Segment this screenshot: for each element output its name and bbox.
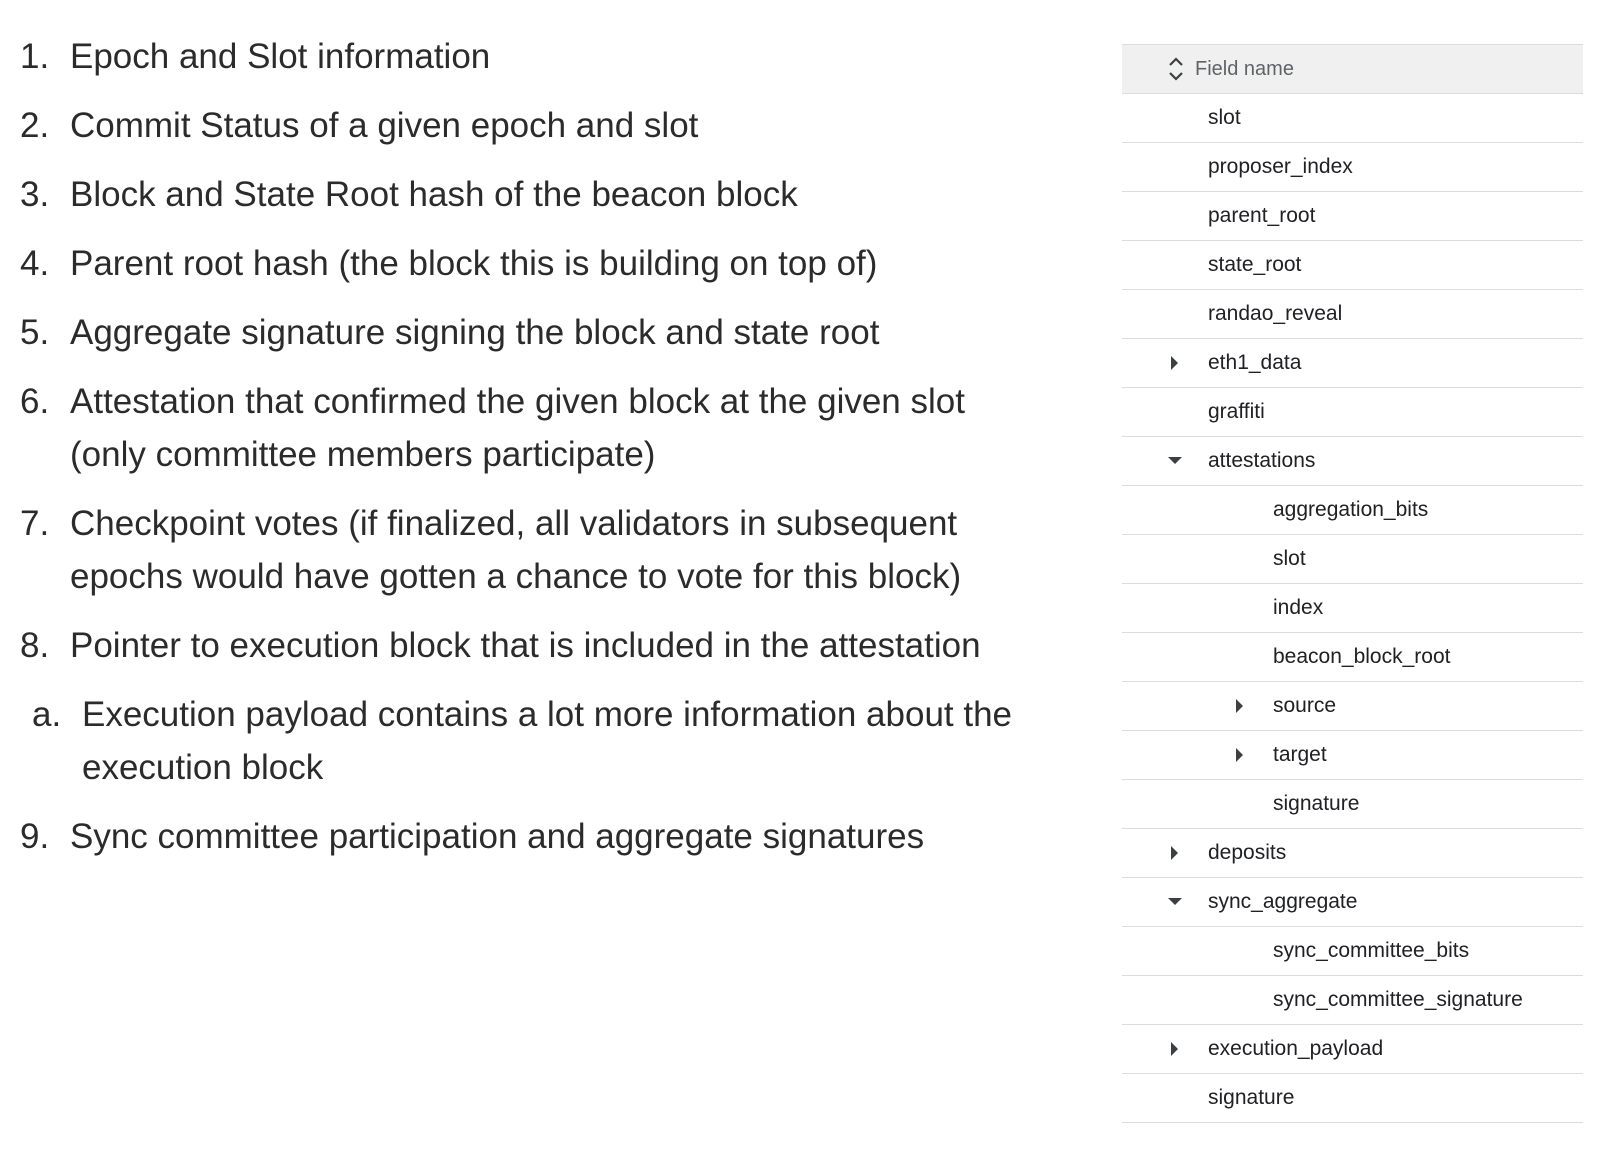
schema-row[interactable] bbox=[1122, 878, 1583, 927]
schema-row bbox=[1122, 388, 1583, 437]
field-name-header[interactable] bbox=[1122, 45, 1583, 94]
field-name: index bbox=[1273, 596, 1324, 619]
caret-right-icon[interactable] bbox=[1232, 747, 1248, 763]
field-name: proposer_index bbox=[1208, 155, 1353, 178]
note-item bbox=[20, 30, 1020, 83]
field-name-header-label: Field name bbox=[1195, 58, 1294, 80]
note-text: Parent root hash (the block this is building on top of) bbox=[70, 244, 878, 283]
schema-row[interactable] bbox=[1122, 1025, 1583, 1074]
field-name: beacon_block_root bbox=[1273, 645, 1451, 668]
schema-row bbox=[1122, 486, 1583, 535]
note-number: 4. bbox=[20, 244, 50, 283]
note-number: 2. bbox=[20, 106, 50, 145]
schema-field-table bbox=[1122, 44, 1583, 1123]
sort-icon[interactable] bbox=[1167, 56, 1185, 82]
note-subitem-letter: a. bbox=[32, 695, 62, 734]
note-text: Checkpoint votes (if finalized, all validators in subsequent epochs would have gotten a chance to vote for this block) bbox=[70, 504, 962, 596]
field-name: sync_committee_bits bbox=[1273, 939, 1470, 962]
note-number: 6. bbox=[20, 382, 50, 421]
field-name: slot bbox=[1273, 547, 1306, 570]
caret-right-icon[interactable] bbox=[1167, 845, 1183, 861]
schema-row bbox=[1122, 143, 1583, 192]
note-item bbox=[20, 237, 1020, 290]
schema-row bbox=[1122, 1074, 1583, 1123]
schema-rows bbox=[1122, 94, 1583, 1123]
note-item bbox=[20, 306, 1020, 359]
caret-down-icon[interactable] bbox=[1167, 894, 1183, 910]
field-name: graffiti bbox=[1208, 400, 1265, 423]
field-name: randao_reveal bbox=[1208, 302, 1343, 325]
note-item bbox=[20, 168, 1020, 221]
field-name: eth1_data bbox=[1208, 351, 1302, 374]
note-item bbox=[20, 810, 1020, 863]
field-name: attestations bbox=[1208, 449, 1316, 472]
note-item bbox=[20, 375, 1020, 481]
field-name: aggregation_bits bbox=[1273, 498, 1429, 521]
schema-row[interactable] bbox=[1122, 731, 1583, 780]
note-text: Epoch and Slot information bbox=[70, 37, 491, 76]
schema-row bbox=[1122, 290, 1583, 339]
note-text: Pointer to execution block that is included in the attestation bbox=[70, 626, 981, 665]
schema-row bbox=[1122, 927, 1583, 976]
notes-list bbox=[20, 30, 1020, 879]
caret-right-icon[interactable] bbox=[1167, 1041, 1183, 1057]
schema-row bbox=[1122, 535, 1583, 584]
field-name: execution_payload bbox=[1208, 1037, 1384, 1060]
note-number: 7. bbox=[20, 504, 50, 543]
note-text: Aggregate signature signing the block and state root bbox=[70, 313, 880, 352]
schema-row bbox=[1122, 241, 1583, 290]
schema-row bbox=[1122, 780, 1583, 829]
field-name: sync_committee_signature bbox=[1273, 988, 1523, 1011]
note-item bbox=[20, 99, 1020, 152]
caret-right-icon[interactable] bbox=[1232, 698, 1248, 714]
schema-row[interactable] bbox=[1122, 339, 1583, 388]
caret-right-icon[interactable] bbox=[1167, 355, 1183, 371]
field-name: parent_root bbox=[1208, 204, 1316, 227]
note-item bbox=[20, 497, 1020, 603]
schema-row bbox=[1122, 976, 1583, 1025]
schema-row[interactable] bbox=[1122, 829, 1583, 878]
note-subitem-text: Execution payload contains a lot more information about the execution block bbox=[82, 695, 1013, 787]
schema-row bbox=[1122, 633, 1583, 682]
field-name: signature bbox=[1208, 1086, 1295, 1109]
note-text: Sync committee participation and aggregate signatures bbox=[70, 817, 925, 856]
note-subitem bbox=[32, 688, 1020, 794]
note-number: 5. bbox=[20, 313, 50, 352]
schema-row bbox=[1122, 584, 1583, 633]
field-name: state_root bbox=[1208, 253, 1302, 276]
field-name: signature bbox=[1273, 792, 1360, 815]
note-text: Commit Status of a given epoch and slot bbox=[70, 106, 699, 145]
note-number: 8. bbox=[20, 626, 50, 665]
field-name: slot bbox=[1208, 106, 1241, 129]
schema-row bbox=[1122, 94, 1583, 143]
note-number: 3. bbox=[20, 175, 50, 214]
field-name: target bbox=[1273, 743, 1327, 766]
field-name: sync_aggregate bbox=[1208, 890, 1358, 913]
note-number: 9. bbox=[20, 817, 50, 856]
schema-row bbox=[1122, 192, 1583, 241]
note-number: 1. bbox=[20, 37, 50, 76]
note-text: Block and State Root hash of the beacon block bbox=[70, 175, 798, 214]
field-name: source bbox=[1273, 694, 1337, 717]
field-name: deposits bbox=[1208, 841, 1287, 864]
schema-row[interactable] bbox=[1122, 682, 1583, 731]
note-text: Attestation that confirmed the given block at the given slot (only committee members participate) bbox=[70, 382, 965, 474]
schema-row[interactable] bbox=[1122, 437, 1583, 486]
caret-down-icon[interactable] bbox=[1167, 453, 1183, 469]
note-item bbox=[20, 619, 1020, 794]
